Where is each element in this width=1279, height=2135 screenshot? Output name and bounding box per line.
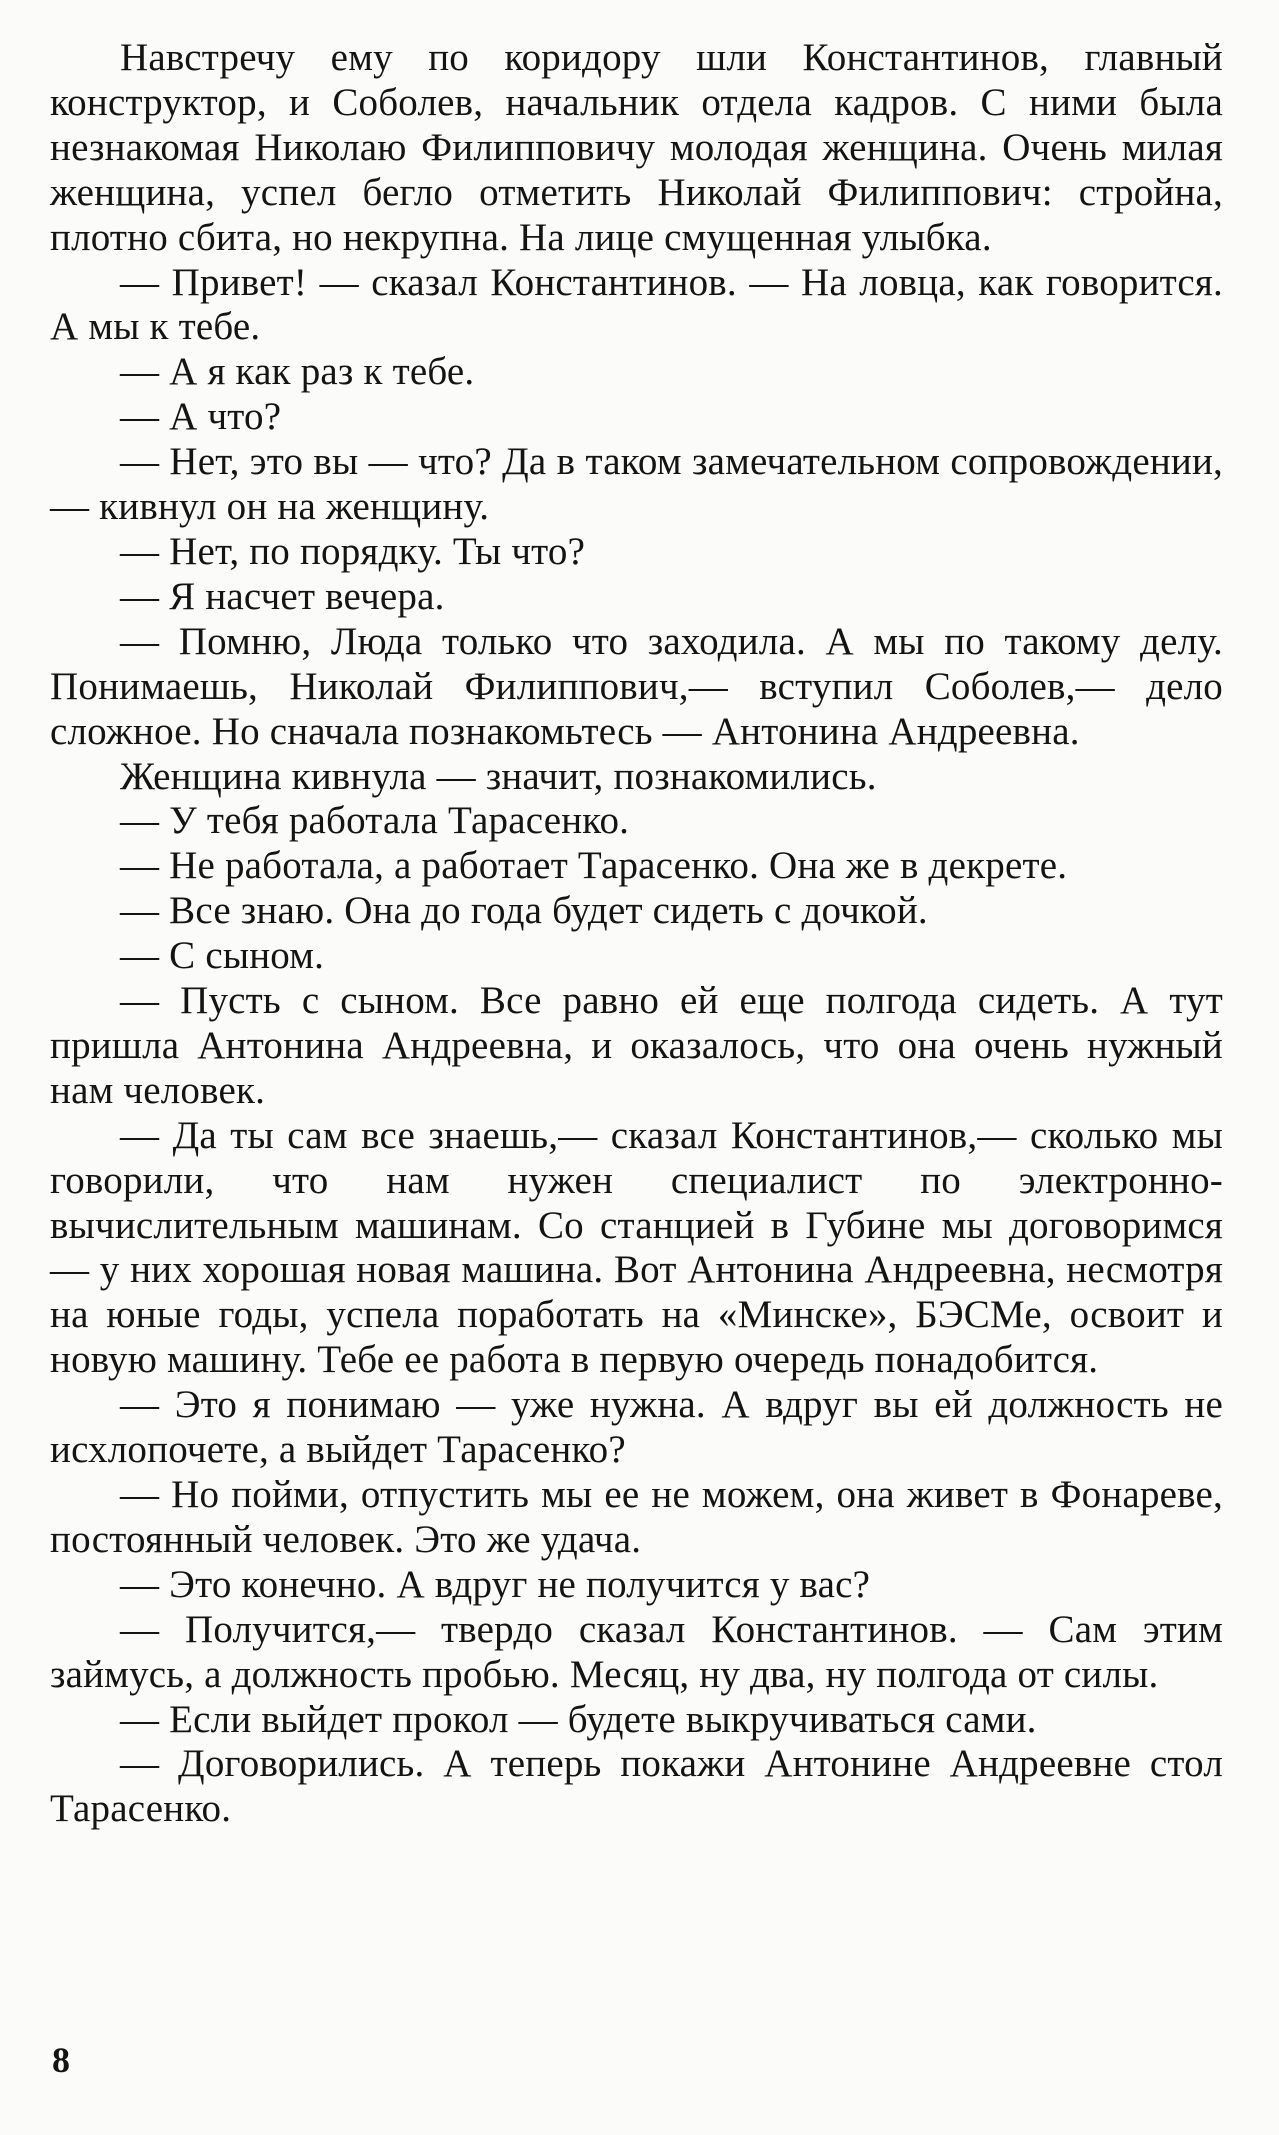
paragraph: — Помню, Люда только что заходила. А мы по такому делу. Понимаешь, Николай Филиппович,— вступил Соболев,— дело сложное. Но сначала познакомьтесь — Антонина Андреевна. [50,619,1223,753]
paragraph: — Это конечно. А вдруг не получится у вас? [120,1562,871,1606]
paragraph: — Я насчет вечера. [120,574,445,618]
paragraph: — Получится,— твердо сказал Константинов. — Сам этим займусь, а должность пробью. Месяц, ну два, ну полгода от силы. [50,1607,1223,1696]
paragraph: — Нет, это вы — что? Да в таком замечательном сопровождении,— кивнул он на женщину. [50,440,1223,529]
paragraph: — Если выйдет прокол — будете выкручиваться сами. [120,1697,1037,1741]
paragraph: — Пусть с сыном. Все равно ей еще полгода сидеть. А тут пришла Антонина Андреевна, и оказалось, что она очень нужный нам человек. [50,979,1223,1112]
paragraph: Навстречу ему по коридору шли Константинов, главный конструктор, и Соболев, начальник отдела кадров. С ними была незнакомая Николаю Филипповичу молодая женщина. Очень милая женщина, успел бегло отметить Николай Филиппович: стройна, плотно сбита, но некрупна. На лице смущенная улыбка. [50,36,1223,259]
paragraph: — Не работала, а работает Тарасенко. Она же в декрете. [120,844,1068,888]
paragraph: — Нет, по порядку. Ты что? [120,529,586,573]
text-body [50,36,1223,1832]
paragraph: — А я как раз к тебе. [120,350,475,394]
paragraph: — С сыном. [120,934,325,978]
paragraph: — Все знаю. Она до года будет сидеть с дочкой. [120,889,928,933]
paragraph: — А что? [120,395,282,439]
page-number: 8 [52,2040,70,2080]
paragraph: — Да ты сам все знаешь,— сказал Константинов,— сколько мы говорили, что нам нужен специалист по электронно-вычислительным машинам. Со станцией в Губине мы договоримся — у них хорошая новая машина. Вот Антонина Андреевна, несмотря на юные годы, успела поработать на «Минске», БЭСМе, освоит и новую машину. Тебе ее работа в первую очередь понадобится. [50,1113,1223,1382]
paragraph: — У тебя работала Тарасенко. [120,799,630,843]
paragraph: — Привет! — сказал Константинов. — На ловца, как говорится. А мы к тебе. [50,260,1223,349]
paragraph: — Договорились. А теперь покажи Антонине Андреевне стол Тарасенко. [50,1742,1223,1831]
paragraph: — Но пойми, отпустить мы ее не можем, она живет в Фонареве, постоянный человек. Это же удача. [50,1473,1223,1561]
paragraph: — Это я понимаю — уже нужна. А вдруг вы ей должность не исхлопочете, а выйдет Тарасенко? [50,1383,1223,1472]
paragraph: Женщина кивнула — значит, познакомились. [120,754,877,798]
